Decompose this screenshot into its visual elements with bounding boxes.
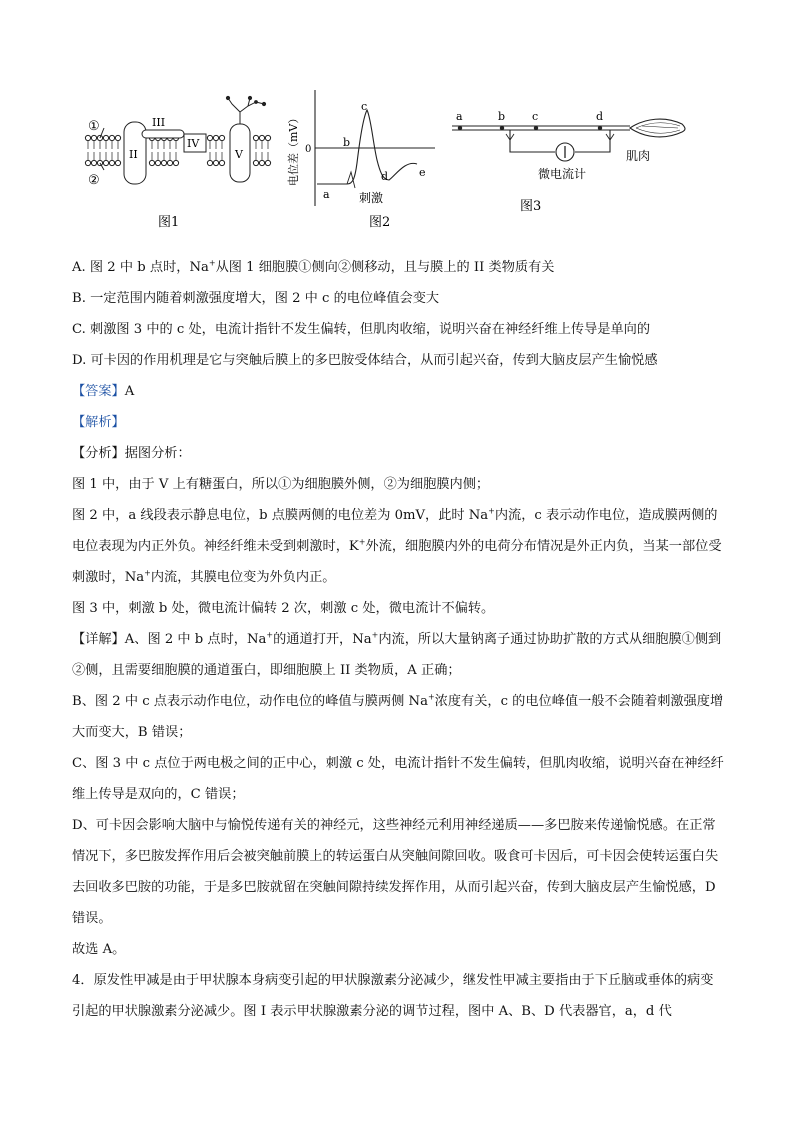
detail-a: 【详解】A、图 2 中 b 点时，Na+的通道打开，Na+内流，所以大量钠离子通过协助扩散的方式从细胞膜①侧到②侧，且需要细胞膜的通道蛋白，即细胞膜上 II 类物质，A 正确；	[72, 630, 722, 678]
fig1-label-2: ②	[88, 173, 100, 188]
glycocalyx	[228, 98, 264, 124]
fig2-zero: 0	[305, 144, 312, 155]
option-d: D. 可卡因的作用机理是它与突触后膜上的多巴胺受体结合，从而引起兴奋，传到大脑皮层产生愉悦感	[72, 353, 658, 368]
protein-iii	[142, 130, 184, 138]
fig2-point-e: e	[419, 166, 426, 179]
option-c: C. 刺激图 3 中的 c 处，电流计指针不发生偏转，但肌肉收缩，说明兴奋在神经纤维上传导是单向的	[72, 322, 651, 337]
figure-1-membrane	[80, 88, 280, 238]
detail-tag: 【详解】	[72, 632, 125, 647]
nerve-fiber	[452, 126, 630, 130]
detail-d: D、可卡因会影响大脑中与愉悦传递有关的神经元，这些神经元利用神经递质——多巴胺来传递愉悦感。在正常情况下，多巴胺发挥作用后会被突触前膜上的转运蛋白从突触间隙回收。吸食可卡因后，可卡因会使转运蛋白失去回收多巴胺的功能，于是多巴胺就留在突触间隙持续发挥作用，从而引起兴奋，传到大脑皮层产生愉悦感，D 错误。	[72, 818, 719, 926]
fig2-ylabel: 电位差（mV）	[287, 112, 300, 186]
fig3-point-d: d	[596, 110, 604, 123]
fig3-point-b: b	[498, 110, 506, 123]
answer-tag: 【答案】	[72, 384, 125, 399]
question-body	[72, 252, 724, 1027]
analysis-head: 【分析】据图分析：	[72, 446, 191, 461]
fig1-label-ii: II	[129, 148, 138, 161]
fig2-point-b: b	[343, 136, 351, 149]
fig2-caption: 图2	[369, 215, 391, 230]
fig3-point-a: a	[456, 110, 463, 123]
answer-line	[72, 376, 724, 407]
analysis-para-3: 图 3 中，刺激 b 处，微电流计偏转 2 次，刺激 c 处，微电流计不偏转。	[72, 601, 495, 616]
fig2-point-c: c	[361, 100, 368, 113]
analysis-para-2: 图 2 中，a 线段表示静息电位，b 点膜两侧的电位差为 0mV，此时 Na+内流，c 表示动作电位，造成膜两侧的电位表现为内正外负。神经纤维未受到刺激时，K+外流，细胞膜内外的电荷分布情况是外正内负，当某一部位受刺激时，Na+内流，其膜电位变为外负内正。	[72, 506, 722, 585]
option-a: A. 图 2 中 b 点时，Na+从图 1 细胞膜①侧向②侧移动，且与膜上的 II 类物质有关	[72, 258, 555, 275]
fig1-label-1: ①	[88, 119, 100, 134]
fig1-label-iii: III	[152, 116, 166, 129]
detail-b: B、图 2 中 c 点表示动作电位，动作电位的峰值与膜两侧 Na+浓度有关，c 的电位峰值一般不会随着刺激强度增大而变大，B 错误；	[72, 692, 724, 740]
ap-curve	[317, 110, 417, 184]
fig3-meter-label: 微电流计	[538, 167, 587, 181]
detail-c: C、图 3 中 c 点位于两电极之间的正中心，刺激 c 处，电流计指针不发生偏转，但肌肉收缩，说明兴奋在神经纤维上传导是双向的，C 错误；	[72, 756, 724, 802]
option-b: B. 一定范围内随着刺激强度增大，图 2 中 c 的电位峰值会变大	[72, 291, 440, 306]
fig3-caption: 图3	[520, 199, 542, 214]
figure-2-action-potential	[285, 88, 445, 238]
fig1-label-v: V	[235, 148, 243, 161]
answer-value: A	[124, 384, 135, 399]
analysis-tag: 【解析】	[72, 415, 125, 430]
fig2-stim-label: 刺激	[359, 191, 384, 205]
figures-row	[80, 88, 720, 238]
question-4: 4．原发性甲减是由于甲状腺本身病变引起的甲状腺激素分泌减少，继发性甲减主要指由于下丘脑或垂体的病变引起的甲状腺激素分泌减少。图 I 表示甲状腺激素分泌的调节过程，图中 A、B、D 代表器官，a，d 代	[72, 973, 714, 1019]
fig2-point-d: d	[381, 170, 389, 183]
fig3-point-c: c	[532, 110, 539, 123]
fig1-label-iv: IV	[187, 137, 200, 150]
fig3-muscle-label: 肌肉	[626, 149, 651, 163]
conclusion: 故选 A。	[72, 942, 126, 957]
analysis-para-1: 图 1 中，由于 V 上有糖蛋白，所以①为细胞膜外侧，②为细胞膜内侧；	[72, 477, 490, 492]
stim-arrow	[347, 172, 355, 188]
figure-3-nerve-muscle	[450, 88, 690, 238]
fig2-point-a: a	[323, 188, 330, 201]
fig1-caption: 图1	[158, 215, 180, 230]
